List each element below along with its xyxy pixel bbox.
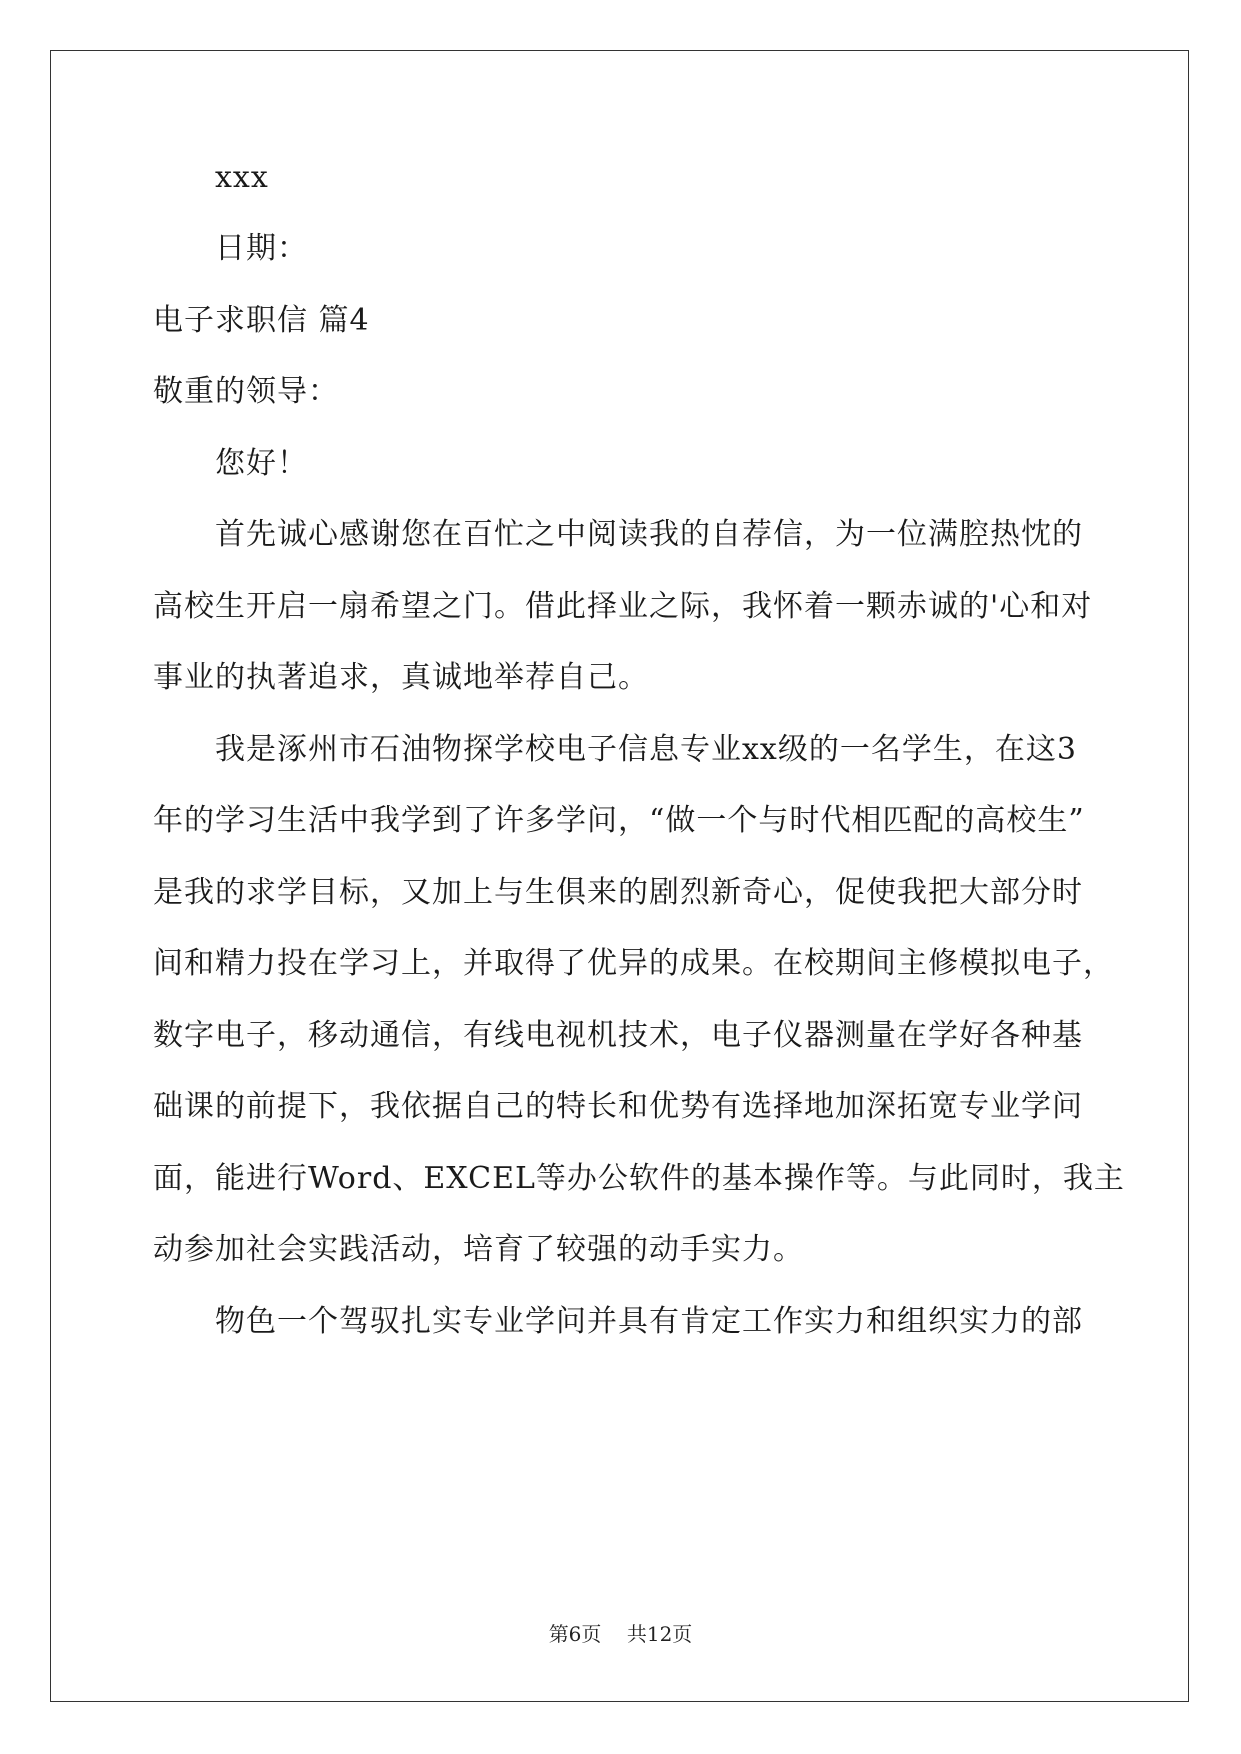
section-heading: 电子求职信 篇4 [153,303,370,338]
date-label: 日期： [215,231,308,266]
paragraph-line: 高校生开启一扇希望之门。借此择业之际，我怀着一颗赤诚的'心和对 [153,589,1093,624]
paragraph-line: 间和精力投在学习上，并取得了优异的成果。在校期间主修模拟电子， [153,946,1114,981]
paragraph-line: 物色一个驾驭扎实专业学问并具有肯定工作实力和组织实力的部 [215,1304,1083,1339]
paragraph-line: 事业的执著追求，真诚地举荐自己。 [153,660,649,695]
paragraph-line: 首先诚心感谢您在百忙之中阅读我的自荐信，为一位满腔热忱的 [215,517,1083,552]
salutation: 敬重的领导： [153,374,339,409]
paragraph-line: 面，能进行Word、EXCEL等办公软件的基本操作等。与此同时，我主 [153,1161,1125,1196]
paragraph-line: 数字电子，移动通信，有线电视机技术，电子仪器测量在学好各种基 [153,1018,1083,1053]
paragraph-line: 动参加社会实践活动，培育了较强的动手实力。 [153,1232,804,1267]
paragraph-line: 年的学习生活中我学到了许多学问，“做一个与时代相匹配的高校生” [153,803,1085,838]
paragraph-line: 是我的求学目标，又加上与生俱来的剧烈新奇心，促使我把大部分时 [153,875,1083,910]
signature-name: xxx [215,160,269,195]
page-total: 共12页 [626,1622,693,1646]
page-footer [0,1622,1241,1646]
paragraph-line: 我是涿州市石油物探学校电子信息专业xx级的一名学生，在这3 [215,732,1077,767]
greeting: 您好！ [215,446,308,481]
page-number: 第6页 [548,1622,602,1646]
paragraph-line: 础课的前提下，我依据自己的特长和优势有选择地加深拓宽专业学问 [153,1089,1083,1124]
